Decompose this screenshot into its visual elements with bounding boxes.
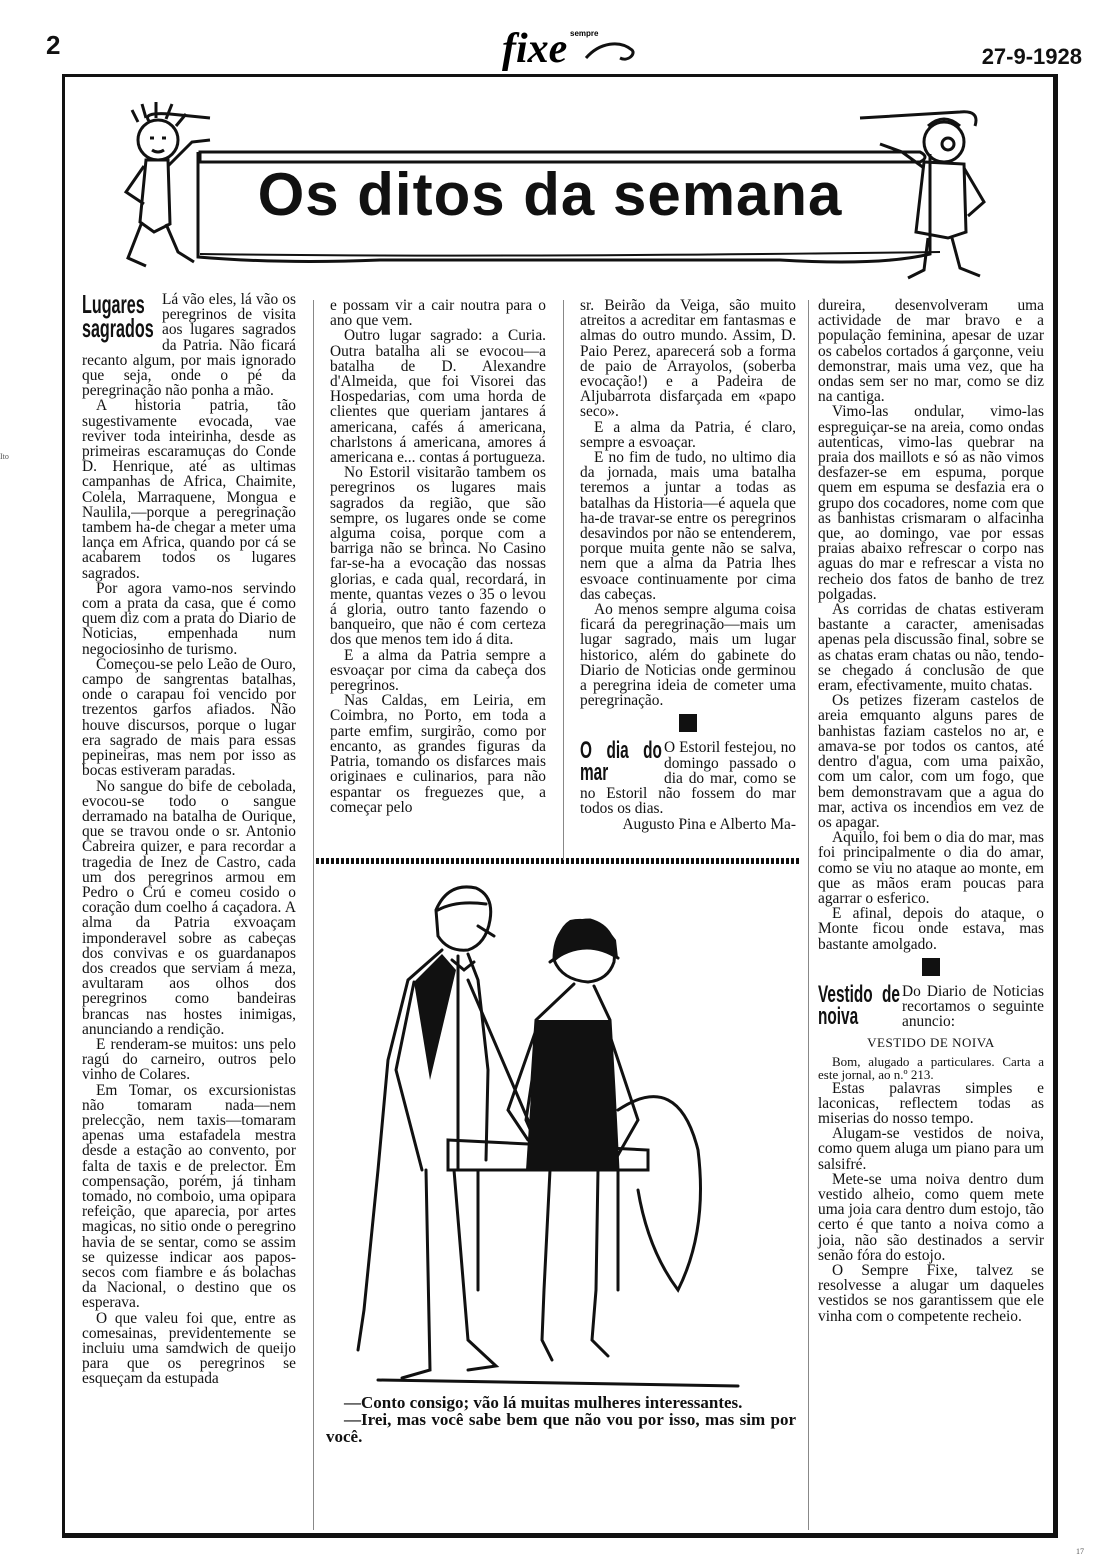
article-paragraph: Os petizes fizeram castelos de areia emquanto alguns pares de banhistas faziam castelos no ar, e amava-se por todos os cantos, até dentro d'agua, com uma paixão, com um calor, com um fogo, que bem demonstravam que a agua do mar, activa os incendios em vez de os apagar. xyxy=(818,692,1044,831)
article-paragraph: As corridas de chatas estiveram bastante a caracter, amenisadas apenas pela discussão final, sobre se as chatas eram chatas ou não, tendo-se chegado á conclusão de que eram, efectivamente, muito chatas. xyxy=(818,601,1044,695)
article-paragraph: E afinal, depois do ataque, o Monte ficou onde estava, mas bastante amolgado. xyxy=(818,905,1044,953)
article-heading-lugares-sagrados: Lugares sagrados xyxy=(82,289,154,343)
column-2 xyxy=(330,298,546,815)
section-divider-square xyxy=(922,958,940,976)
article-paragraph: Outro lugar sagrado: a Curia. Outra batalha ali se evocou—a batalha de D. Alexandre d'Almeida, que foi Visorei das Hospedarias, com uma horda de clientes que queriam jantares á americana, cafés á americana, charlstons á americana, amores á americana e... contas á portugueza. xyxy=(330,327,546,467)
article-heading-vestido-de-noiva: Vestido de noiva xyxy=(818,980,900,1030)
article-paragraph: No sangue do bife de cebolada, evocou-se todo o sangue derramado na batalha de Ourique, que se travou onde o sr. Antonio Cabreira quizer, e para recordar a tragedia de Inez de Castro, cada um dos peregrinos armou em Pedro o Crú e comeu cosido o coração dum coelho á caçadora. A alma da Patria exvoaçam imponderavel sobre as cabeças dos convivas e os guardanapos dos creados que serviam á meza, avultaram aos olhos dos peregrinos como bandeiras brancas nas hostes inimigas, anunciando a rendição. xyxy=(82,777,296,1038)
article-paragraph: dureira, desenvolveram uma actividade de mar bravo e a população feminina, apesar de uzar os cabelos cortados á garçonne, veiu demonstrar, mais uma vez, que ha ondas sem ser no mar, como se diz na cantiga. xyxy=(818,297,1044,406)
issue-date: 27-9-1928 xyxy=(981,44,1082,69)
article-paragraph: Estas palavras simples e laconicas, reflectem todas as miserias do nosso tempo. xyxy=(818,1079,1044,1127)
article-paragraph: E no fim de tudo, no ultimo dia da jornada, mais uma batalha teremos a juntar a todas as batalhas da Historia—é aquela que ha-de travar-se entre os peregrinos desavindos por não se entenderem, porque muita gente não se salva, nem que a alma da Patria lhes esvoace continuamente por cima das cabeças. xyxy=(580,449,796,603)
article-paragraph: A historia patria, tão sugestivamente evocada, vae reviver toda inteirinha, desde as primeiras escaramuças do Conde D. Henrique, até as ultimas campanhas de Africa, Chaimite, Colela, Marraquene, Mongua e Naulila,—porque a peregrinação tambem ha-de chegar a meter uma lança em Africa, quando por cá se acabarem todos os lugares sagrados. xyxy=(82,397,296,582)
page-number: 2 xyxy=(46,30,61,60)
ad-text: Bom, alugado a particulares. Carta a este jornal, ao n.º 213. xyxy=(818,1053,1044,1082)
article-paragraph: Lá vão eles, lá vão os peregrinos de visita aos lugares sagrados da Patria. Não ficará recanto algum, por mais ignorado que seja, onde o pé da peregrinação não ponha a mão. xyxy=(82,291,296,400)
page-title: Os ditos da semana xyxy=(257,161,843,228)
svg-text:sempre: sempre xyxy=(570,29,599,38)
cartoon-top-rule xyxy=(316,858,800,864)
article-paragraph: O Estoril festejou, no domingo passado o dia do mar, como se no Estoril não fossem do mar todos os dias. xyxy=(580,739,796,818)
column-divider xyxy=(808,300,809,1530)
article-paragraph: E a alma da Patria, é claro, sempre a esvoaçar. xyxy=(580,418,796,451)
column-divider xyxy=(563,300,564,860)
caption-line-2: —Irei, mas você sabe bem que não vou por isso, mas sim por você. xyxy=(326,1410,796,1446)
article-paragraph: Nas Caldas, em Leiria, em Coimbra, no Porto, em toda a parte emfim, surgirão, como por encanto, as grandes figuras da Patria, tomando os disfarces mais originaes e culinarios, para não espantar os freguezes que, a começar pelo xyxy=(330,692,546,816)
corner-mark: 17 xyxy=(1076,1547,1084,1556)
article-signature: Augusto Pina e Alberto Ma- xyxy=(622,815,796,833)
caption-line-1: —Conto consigo; vão lá muitas mulheres interessantes. xyxy=(344,1393,743,1412)
section-divider-square xyxy=(679,714,697,732)
article-paragraph: e possam vir a cair noutra para o ano que vem. xyxy=(330,297,546,330)
article-paragraph: O que valeu foi que, entre as comesainas, previdentemente se incluiu uma samdwich de queijo para que os peregrinos se esqueçam da estupada xyxy=(82,1309,296,1388)
cartoon-caption xyxy=(326,1394,796,1445)
article-paragraph: O Sempre Fixe, talvez se resolvesse a alugar um daqueles vestidos se nos garantissem que ele vinha com o competente recheio. xyxy=(818,1261,1044,1325)
column-3 xyxy=(580,298,796,832)
column-4 xyxy=(818,298,1044,1324)
cartoon-illustration xyxy=(318,870,798,1390)
masthead-logo xyxy=(500,22,640,72)
article-paragraph: Mete-se uma noiva dentro dum vestido alheio, como quem mete uma joia cara dentro dum estojo, tão certo é que tanto a noiva como a joia, não são destinados a servir senão fóra do estojo. xyxy=(818,1170,1044,1264)
article-paragraph: sr. Beirão da Veiga, são muito atreitos a acreditar em fantasmas e almas do outro mundo. Assim, D. Paio Perez, aparecerá sob a forma de paio de Arrayolos, (soberba evocação!) e a Padeira de Aljubarrota disfarçada em «papo seco». xyxy=(580,297,796,421)
article-paragraph: Começou-se pelo Leão de Ouro, campo de sangrentas batalhas, onde o carapau foi vencido por trezentos garfos afiados. Não houve discursos, porque o lugar era sagrado de mais para essas pepineiras, mas nem por isso as bocas estiveram paradas. xyxy=(82,655,296,780)
article-heading-o-dia-do-mar: O dia do mar xyxy=(580,737,662,787)
article-paragraph: E a alma da Patria sempre a esvoaçar por cima da cabeça dos peregrinos. xyxy=(330,646,546,695)
article-paragraph: Em Tomar, os excursionistas não tomaram nada—nem prelecção, nem taxis—tomaram apenas uma estafadela mestra desde a estação ao convento, por falta de taxis e de prelector. Em compensação, porém, já tinham tomado, no comboio, uma opipara refeição, que aparecia, por artes magicas, no sitio onde o peregrino havia de se sentar, como se assim se quizesse indicar aos papos-secos com fiambre e ás bolachas da Nacional, o destino que os esperava. xyxy=(82,1081,296,1312)
article-paragraph: Por agora vamo-nos servindo com a prata da casa, que é como quem diz com a prata do Diario de Noticias, empenhada num negociosinho de turismo. xyxy=(82,579,296,658)
article-paragraph: Vimo-las ondular, vimo-las espreguiçar-se na areia, como ondas autenticas, vimo-las quebrar na praia dos maillots e só as não vimos desfazer-se em espuma, porque quem em espuma se desfazia era o grupo dos cocadores, nome com que as banhistas crismaram o alfacinha que, ao domingo, vae por essas praias abaixo refrescar o corpo nas aguas do mar e refrescar a vista no recheio dos fatos de banho de trez polgadas. xyxy=(818,403,1044,603)
article-paragraph: Do Diario de Noticias recortamos o seguinte anuncio: xyxy=(902,982,1044,1031)
article-paragraph: Aquilo, foi bem o dia do mar, mas foi principalmente o dia do amar, como se viu no ataque ao monte, em que as mãos eram poucas para agarrar o esferico. xyxy=(818,829,1044,907)
article-paragraph: Alugam-se vestidos de noiva, como quem aluga um piano para um salsifré. xyxy=(818,1125,1044,1173)
column-divider xyxy=(313,300,314,1530)
svg-text:fixe: fixe xyxy=(502,26,568,72)
article-paragraph: Ao menos sempre alguma coisa ficará da peregrinação—mais um lugar sagrado, mais um lugar historico, além do gabinete do Diario de Noticias onde germinou a peregrina ideia de cometer uma peregrinação. xyxy=(580,601,796,710)
column-1 xyxy=(82,289,296,1388)
margin-mark: Ito xyxy=(0,452,9,461)
article-paragraph: No Estoril visitarão tambem os peregrinos os lugares mais sagrados da região, que são sempre, os lugares onde se come alguma coisa, porque com a barriga não se brinca. No Casino far-se-ha a evocação das nossas glorias, e cada qual, recordará, in mente, quantas vezes o 35 o levou á gloria, outro tanto fazendo o banqueiro, que não é com certeza dos que menos tem ido á dita. xyxy=(330,464,546,649)
article-paragraph: E renderam-se muitos: uns pelo ragú do carneiro, outros pelo vinho de Colares. xyxy=(82,1035,296,1084)
ad-title: VESTIDO DE NOIVA xyxy=(867,1035,995,1051)
